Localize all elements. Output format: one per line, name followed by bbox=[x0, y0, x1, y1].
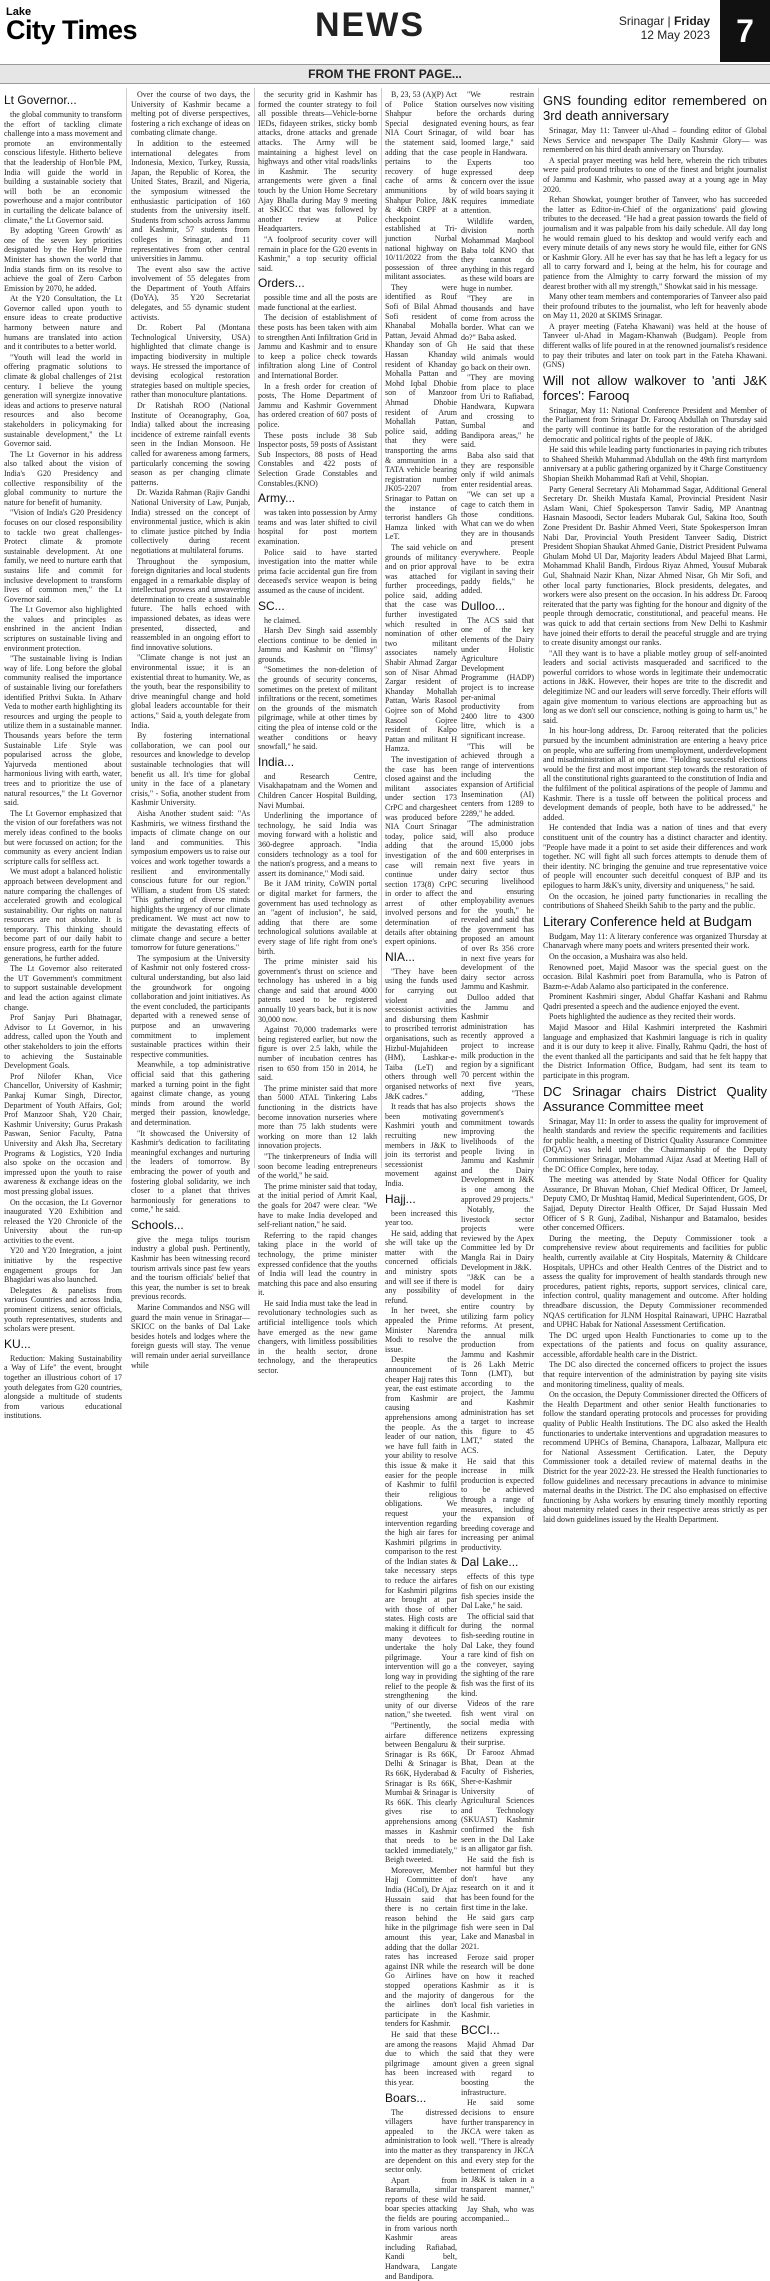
article-heading: India... bbox=[258, 754, 295, 769]
paragraph: the security grid in Kashmir has formed the counter strategy to foil all possible threats—Vehicle-borne IEDs, fidayeen strikes, sticky bomb attacks, drone attacks and grenade attacks. The Army will be maintaining a highest level on highways and other vital roads/links in Kashmir. The security arrangements were given a final touch by the Union Home Secretary Ajay Bhalla during May 9 meeting at SKICC that was followed by another review at Police Headquarters. bbox=[258, 90, 377, 234]
article-heading: Lt Governor... bbox=[4, 93, 77, 107]
paragraph: "Vision of India's G20 Presidency focuses on our closed responsibility to tackle two great challenges-Protect climate & promote sustainable development. At one family, we need to nurture earth that sustains life and commit for inclusive development to transform lives of common men," the Lt Governor said. bbox=[4, 508, 122, 604]
paragraph: Poets highlighted the audience as they recited their words. bbox=[549, 1012, 736, 1022]
newspaper-logo bbox=[4, 6, 142, 54]
paragraph: Dr. Robert Pal (Montana Technological University, USA) highlighted that climate change is impacting biodiversity in multiple ways. He stressed the importance of devising ecological restoration strategies based on multiple species, rather than monoculture plantations. bbox=[131, 323, 250, 400]
paragraph: the global community to transform the effort of tackling climate challenge into a mass movement and promote an environmentally conscious lifestyle. Hitherto believe that the leadership of Hon'ble PM, India will guide the world in building a sustainable society that will both be an economic powerhouse and a major contributor in curtailing the delicate balance of climate," the Lt Governor said. bbox=[4, 110, 122, 225]
paragraph: "The administration will also produce around 15,000 jobs and 600 enterprises in next five years in dairy sector thus securing livelihood and ensuring employability avenues for the youth," he revealed and said that the government has proposed an amount of over Rs 356 crore in next five years for development of the dairy sector across Jammu and Kashmir. bbox=[461, 819, 534, 992]
logo-top-text: Lake bbox=[6, 6, 32, 18]
column-2 bbox=[131, 90, 250, 1370]
article-heading: BCCI... bbox=[461, 2022, 500, 2037]
paragraph: give the mega tulips tourism industry a global push. Pertinently, Kashmir has been witnessing record tourism arrivals since past few years and the tourism officials' belief that this year, the number is set to break previous records. bbox=[131, 1234, 250, 1302]
article-heading: Hajj... bbox=[385, 1191, 416, 1206]
paragraph: "Climate change is not just an environmental issue; it is an existential threat to humanity. We, as the youth, bear the responsibility to drive meaningful change and hold global leaders accountable for their actions," Said a, youth delegate from India. bbox=[131, 653, 250, 730]
paragraph: "The tinkerpreneurs of India will soon become leading entrepreneurs of the world," he said. bbox=[258, 1151, 377, 1181]
paragraph: By adopting 'Green Growth' as one of the seven key priorities designated by the Hon'ble Prime Minister has shown the world that India stands firm on its resolve to achieve the goal of Zero Carbon Emission by 2070, he added. bbox=[4, 226, 122, 293]
article-heading: Will not allow walkover to 'anti J&K forces': Farooq bbox=[543, 372, 767, 403]
paragraph: He said that this increase in milk production is expected to be achieved through a range of measures, including the expansion of breeding coverage and increasing per animal productivity. bbox=[461, 1456, 534, 1552]
column-rule bbox=[381, 88, 382, 1168]
paragraph: "They are in thousands and have come from across the border. What can we do?" Baba asked. bbox=[461, 294, 534, 342]
paragraph: "They are moving from place to place from Uri to Rafiabad, Handwara, Kupwara and crossing to Sumbal and Bandipora areas," he said. bbox=[461, 373, 534, 450]
paragraph: Delegates & panelists from various Countries and across India, prominent citizens, senior officials, youth representatives, students and scholars were present. bbox=[4, 1285, 122, 1334]
paragraph: The DC urged upon Health Functionaries to come up to the expectations of the patients and focus on quality assurance, accessible, affordable health care in the District. bbox=[543, 1330, 767, 1359]
paragraph: At the Y20 Consultation, the Lt Governor called upon youth to ensure ideas to create productive harmony between nature and humans are translated into action and it contributes to a better world. bbox=[4, 294, 122, 352]
paragraph: A special prayer meeting was held here, wherein the rich tributes were paid profound tributes to one of the finest and bright journalist of Jammu and Kashmir, who passed away at a young age in May 2020. bbox=[543, 155, 767, 194]
paragraph: "The sustainable living is Indian way of life. Long before the global community realised the importance of sustainable living our forefathers identified Prithvi Sukta. In Atharv Veda to mother earth highlighting its resources and urging the people to utilize them in a sustainable manner. Thousands years before the term Sustainable Life Style was popularised across the globe, Yajurveda mentioned about harmonious living with earth, water, trees and to prioritize the use of natural resources," the Lt Governor said. bbox=[4, 654, 122, 808]
paragraph: On the occasion, a Mushaira was also held. bbox=[549, 951, 688, 961]
paragraph: Jay Shah, who was accompanied... bbox=[461, 2204, 534, 2224]
paragraph: Dr Ratishah ROO (National Institute of Oceanography, Goa, India) talked about the increasing incidence of extreme rainfall events seen in the Indian Monsoon. He called for awareness among farmers, particularly concerning the sowing season as per changing climate patterns. bbox=[131, 401, 250, 487]
paragraph: On the occasion, the Deputy Commissioner directed the Officers of the Health Department and other senior Health functionaries to follow the standard operating protocols and processes for providing quality of Public Health Institutions. The DC also asked the Health functionaries to undertake interventions and upgradation measures to recommend UPHCs of Bemina, Chanapora, Lalbazar, Mallpura etc for National Assessment Certification. Later, the Deputy Commissioner took a detailed review of maternal deaths in the District for the year 2022-23. He stressed the Health functionaries to follow guidelines and necessary precautions in advance to minimise maternal deaths in the District. The DC also emphasised on effective functioning by Asha workers by ensuring timely monthly reporting about maternity related cases in their respective areas strictly as per laid down guidelines issued by the Health Department. bbox=[543, 1390, 767, 1524]
paragraph: Underlining the importance of technology, he said India was moving forward with a holistic and 360-degree approach. "India considers technology as a tool for the nation's progress, and a means to assert its dominance," Modi said. bbox=[258, 811, 377, 878]
paragraph: Dr. Wazida Rahman (Rajiv Gandhi National University of Law, Punjab, India) stressed on the concept of environmental justice, which is akin to climate justice pitched by India collectively during recent negotiations at multilateral forums. bbox=[131, 488, 250, 555]
paragraph: The meeting was attended by State Nodal Officer for Quality Assurance, Dr Bhuvan Mohan, Chief Medical Officer, Dr Jameel, Deputy CMO, Dr Mushtaq Hamid, Medical Superintendent, GOS, Dr Sajjad, Deputy Director Health Officer, Dr Sajad Hussain Med Officer of S R Gunj, Zadibal, Nishanpur and Batamaloo, besides other concerned Officers. bbox=[543, 1175, 767, 1233]
paragraph: The symposium at the University of Kashmir not only fostered cross-cultural understanding, but also laid the groundwork for ongoing collaboration and joint initiatives. As the event concluded, the participants departed with a renewed sense of purpose and an unwavering commitment to implement sustainable practices within their respective communities. bbox=[131, 953, 250, 1059]
paragraph: The prime minister said his government's thrust on science and technology has ushered in a big change and said that around 4000 patents used to be registered annually 10 years back, but it is now 30,000 now. bbox=[258, 957, 377, 1024]
paragraph: The investigation of the case has been closed against and the militant associates under section 173 CrPC and chargesheet was produced before NIA Court Srinagar today, police said, adding that the investigation of the case will remain continue under section 173(8) CrPC in order to affect the arrest of other involved persons and determination of details after obtaining expert opinions. bbox=[385, 754, 457, 947]
paragraph: The official said that during the normal fish-seeding routine in Dal Lake, they found a rare kind of fish on the conveyer, saying the sighting of the rare fish was the first of its kind. bbox=[461, 1611, 534, 1698]
paragraph: Party General Secretary Ali Mohammad Sagar, Additional General Secretary Dr. Sheikh Mustafa Kamal, Provincial President Nasir Aslam Wani, Chief Spokesperson Tanvir Sadiq, MP Anantnag Hasnain Masoodi, Sector leaders Mubarak Gul, Sakina Itoo, South Zone President Dr. Bashir Ahmed Veeri, State Spokesperson Imran Nabi Dar, Provincial Youth President Tanveer Sadiq, District President Shopian Shaukat Ahmed Ganie, District President Pulwama Ghulam Mohd Ul Dar, Majority leaders Abdul Majeed Bhat Larmi, Mohammad Khalil Bandh, Firdous Riyaz Ahmed, Yousuf Mubarak Gul, Shahnaid Nazir Khan, Nizar Ahmed Nisar, Gh Mir Sofi, and other local party functionaries, Block presidents, delegates, and workers were also present on the occasion. In his address Dr. Farooq reiterated that the party was fighting for the honour and dignity of the people through democratic, constitutional, and peaceful means. He was quick to add that certain sections from New Delhi to Kashmir have joined their efforts to derail the peaceful struggle and are trying to create disunity amongst our ranks. bbox=[543, 484, 767, 648]
paragraph: Majid Masoor and Hilal Kashmiri interpreted the Kashmiri language and emphasized that Kashmiri language is rich in quality and it is our duty to keep it alive. Finally, Rahmu Qadri, the host of the event thanked all the participants and said that he felt happy that the District Information Office, Budgam, had sent its team to participate in this program. bbox=[543, 1023, 767, 1081]
paragraph: Many other team members and contemporaries of Tanveer also paid their profound tributes to the journalist, who left for heavenly abode on May 11, 2020 at SKIMS Srinagar. bbox=[543, 292, 767, 321]
paragraph: Throughout the symposium, foreign dignitaries and local students engaged in a remarkable display of intellectual prowess and unwavering determination to create a sustainable future. The halls echoed with impassioned debates, as ideas were presented, dissected, and reassembled in an ongoing effort to find innovative solutions. bbox=[131, 556, 250, 652]
paragraph: Over the course of two days, the University of Kashmir became a melting pot of diverse perspectives, fostering a rich exchange of ideas on combating climate change. bbox=[131, 90, 250, 138]
paragraph: The Lt Governor also reiterated the UT Government's commitment to support sustainable development and lead the action against climate change. bbox=[4, 964, 122, 1012]
paragraph: The Lt Governor in his address also talked about the vision of India's G20 Presidency and collective responsibility of the global community to nurture the nature for benefit of humanity. bbox=[4, 449, 122, 507]
article-heading: Dal Lake... bbox=[461, 1555, 519, 1570]
paragraph: The decision of establishment of these posts has been taken with aim to strengthen Anti Infiltration Grid in Jammu and Kashmir and to ensure to keep a police check towards infiltration along Line of Control and International Border. bbox=[258, 313, 377, 381]
paragraph: He contended that India was a nation of tines and that every constituent unit of the country has a distinct character and identity. "People have made it a point to set aside their differences and work together. NC will fight all such forces attempts to denude them of their identity. NC bringing the genuine and true representative voice of people will encounter such deceitful conquest of BJP and its epilogues to harm J&K's unity, diversity and uniqueness," he said. bbox=[543, 823, 767, 890]
paragraph: A prayer meeting (Fateha Khawani) was held at the house of Tanveer ul-Ahad in Magam-Khanwah (Budgam). People from different walks of life poured in at the renowned journalist's residence to pay their tributes and later on took part in the Fateha Khawani. (GNS) bbox=[543, 321, 767, 370]
article-heading: KU... bbox=[4, 1336, 31, 1351]
paragraph: Prof Sanjay Puri Bhatnagar, Advisor to Lt Governor, in his address, called upon the Youth and other stakeholders to join the efforts to achieving the Sustainable Development Goals. bbox=[4, 1013, 122, 1071]
paragraph: On the occasion, he joined party functionaries in recalling the contributions of Shaheed Sheikh Sahib to the party and the public. bbox=[543, 891, 767, 911]
section-title: NEWS bbox=[315, 6, 425, 44]
paragraph: By fostering international collaboration, we can pool our resources and knowledge to develop sustainable technologies that will benefit us all. It's time for global unity in the face of a planetary crisis," - Sofia, another student from Kashmir University. bbox=[131, 731, 250, 808]
paragraph: The event also saw the active involvement of 55 delegates from the Department of Youth Affairs (DoYA), 35 Y20 Secretariat delegates, and 55 dynamic student activists. bbox=[131, 264, 250, 322]
paragraph: "J&K can be a model for dairy development in the entire country by utilizing farm policy reforms. At present, the annual milk production from Jammu and Kashmir is 26 Lakh Metric Tonn (LMT), but according to the project, the Jammu and Kashmir administration has set a target to increase this figure to 45 LMT," stated the ACS. bbox=[461, 1273, 534, 1455]
paragraph: Budgam, May 11: A literary conference was organized Thursday at Chanarvagh where many poets and writers presented their work. bbox=[543, 931, 767, 951]
dateline-day: Friday bbox=[673, 14, 710, 28]
paragraph: Marine Commandos and NSG will guard the main venue in Srinagar—SKICC on the banks of Dal Lake besides hotels and lodges where the foreign guests will stay. The venue will remain under aerial surveillance while bbox=[131, 1303, 250, 1370]
column-5 bbox=[461, 90, 534, 2224]
paragraph: The Lt Governor also highlighted the values and principles as enshrined in the ancient Indian scriptures on sustainable living and environment protection. bbox=[4, 605, 122, 653]
paragraph: The said vehicle on grounds of militancy and on prior approval was attached for further proceedings, police said, adding that the case was further investigated which resulted in nomination of other two militant associates namely Shabir Ahmad Zargar son of Nisar Ahmad Zargar resident of Khanday Mohallah Pattan, Waris Rasool Gojree son of Mohd Rasool Gojree resident of Kalpo Pattan and militant H Hamza. bbox=[385, 542, 457, 754]
dateline-date: 12 May 2023 bbox=[640, 28, 710, 42]
paragraph: "A foolproof security cover will remain in place for the G20 events in Kashmir," a top security official said. bbox=[258, 234, 377, 273]
paragraph: Apart from Baramulla, similar reports of these wild boar species attacking the fields are pouring in from various north Kashmir areas including Rafiabad, Kandi belt, Handwara, Langate and Bandipora. bbox=[385, 2175, 457, 2281]
paragraph: "They have been using the funds used for carrying out violent and secessionist activities and disbursing them to proscribed terrorist organisations, such as Hizbul-Mujahideen (HM), Lashkar-e-Taiba (LeT) and others through well organised networks of J&K cadres." bbox=[385, 966, 457, 1101]
paragraph: He said, adding that she will take up the matter with the concerned officials and ministry spots and will see if there is any possibility of refund. bbox=[385, 1228, 457, 1305]
paragraph: Dr Farooz Ahmad Bhat, Dean at the Faculty of Fisheries, Sher-e-Kashmir University of Agricultural Sciences and Technology (SKUAST) Kashmir confirmed the fish seen in the Dal Lake is an alligator gar fish. bbox=[461, 1748, 534, 1854]
paragraph: Notably, the livestock sector projects were reviewed by the Apex Committee led by Dr Mangla Rai in Dairy Development in J&K. bbox=[461, 1205, 534, 1272]
paragraph: Wildlife warden, division north Mohammad Maqbool Baba told KNO that they cannot do anything in this regard as these wild boars are huge in number. bbox=[461, 216, 534, 293]
paragraph: Srinagar, May 11: Tanveer ul-Ahad – founding editor of Global News Service and newspaper The Daily Kashmir Glory— was remembered on his third death anniversary on Thursday. bbox=[543, 126, 767, 155]
dateline: Srinagar | Friday 12 May 2023 bbox=[618, 14, 710, 42]
paragraph: "All they want is to have a pliable motley group of self-anointed leaders and social activists masqueraded and sacrificed to the powerful corridors to whose words in legitimate their undemocratic actions in J&K. However, their hopes are trite to the discredit and delegitimize NC and our leaders will serve forcedly. Their efforts will again give momentum to various elections are approaching but as long as we don't sell our conscience, nothing is going to harm us," he said. bbox=[543, 648, 767, 725]
column-6 bbox=[543, 90, 767, 1524]
logo-main-text: City Times bbox=[6, 15, 138, 45]
paragraph: Renowned poet, Majid Masoor was the special guest on the occasion. Bilal Kashmiri poet from Baramulla, who is Patron of Bazm-e-Adab Aalamo also participated in the conference. bbox=[543, 962, 767, 991]
paragraph: Y20 and Y20 Integration, a joint initiative by the respective engagement groups for Jan Bhagidari was also launched. bbox=[4, 1246, 122, 1285]
paragraph: He said some decisions to ensure further transparency in JKCA were taken as well. "There is already transparency in JKCA and every step for the betterment of cricket in J&K is taken in a transparent manner," he said. bbox=[461, 2098, 534, 2204]
column-1 bbox=[4, 90, 122, 1421]
section-banner: FROM THE FRONT PAGE... bbox=[0, 64, 770, 84]
paragraph: It reads that has also been motivating Kashmiri youth and recruiting new members in J&K to join its terrorist and secessionist movement against India. bbox=[385, 1102, 457, 1188]
paragraph: Baba also said that they are responsible only if wild animals enter residential areas. bbox=[461, 450, 534, 489]
paragraph: possible time and all the posts are made functional at the earliest. bbox=[258, 293, 377, 312]
paragraph: and Research Centre, Visakhapatnam and the Women and Children Cancer Hospital Building, Navi Mumbai. bbox=[258, 771, 377, 810]
paragraph: Police said to have started investigation into the matter while prima facie accidental gun fire from deceased's service weapon is being assumed as the cause of incident. bbox=[258, 547, 377, 595]
paragraph: Prof Nilofer Khan, Vice Chancellor, University of Kashmir; Pankaj Kumar Singh, Director, Department of Youth Affairs, GoI; Prof Manzoor Shah, Y20 Chair, Kashmir University; Gurus Prakash Paswan, Senior Faculty, Patna University and Aksh Jha, Secretary Programs & Logistics, Y20 India also spoke on the occasion and impressed upon the youth to raise awareness & exchange ideas on the most pressing global issues. bbox=[4, 1071, 122, 1196]
paragraph: Videos of the rare fish went viral on social media with netizens expressing their surprise. bbox=[461, 1699, 534, 1747]
paragraph: "Youth will lead the world in offering pragmatic solutions to climate & global challenges of 21st century. I believe the young generation will synergize innovative ideas and actions to preserve natural resources and also become stakeholders in policymaking for sustainable development," the Lt Governor said. bbox=[4, 352, 122, 449]
paragraph: Against 70,000 trademarks were being registered earlier, but now the figure is over 2.5 lakh, while the number of incubation centres has risen to 650 from 150 in 2014, he said. bbox=[258, 1025, 377, 1083]
paragraph: Srinagar, May 11: In order to assess the quality for improvement of health standards and review the specific requirements and facilities for public health, a meeting of District Quality Assurance Committee (DQAC) was held under the Chairmanship of the Deputy Commissioner Srinagar, Mohammad Aijaz Asad at Meeting Hall of the DC Office Complex, here today. bbox=[543, 1116, 767, 1174]
article-heading: GNS founding editor remembered on 3rd death anniversary bbox=[543, 93, 767, 123]
paragraph: been increased this year too. bbox=[385, 1208, 457, 1228]
paragraph: "Sometimes the non-deletion of the grounds of security concerns, sometimes on the pretext of militant infiltrations or the recent, sometimes on the grounds of the mismatch pilgrimage, while at other times by citing the plea of intense cold or the weather conditions or heavy snowfall," he said. bbox=[258, 665, 377, 752]
paragraph: The DC also directed the concerned officers to project the issues that require intervention of the administration by paying site visits and monitoring timeliness, quality of meals. bbox=[543, 1360, 767, 1389]
paragraph: In his hour-long address, Dr. Farooq reiterated that the policies pursued by the incumbent administration are entering a heavy price on people, who are suffering from unemployment, underdevelopment and misadministration all at one time. "Holding successful elections would be the first and most important step towards the restoration of all the constitutional rights guaranteed to the constitution of India and the fulfilment of the political aspirations of the people of Jammu and Kashmir. There is a tussle off between the political process and development demands of people, both have to be addressed," he added. bbox=[543, 726, 767, 822]
paragraph: Harsh Dev Singh said assembly elections continue to be denied in Jammu and Kashmir on "flimsy" grounds. bbox=[258, 626, 377, 664]
paragraph: Be it JAM trinity, CoWIN portal or digital market for farmers, the government has used technology as an "agent of inclusion", he said, adding that there are some technological solutions available at every stage of life right from one's birth. bbox=[258, 879, 377, 956]
paragraph: Experts too expressed deep concern over the issue of wild boars saying it requires immediate attention. bbox=[461, 158, 534, 216]
column-4 bbox=[385, 90, 457, 2281]
paragraph: The distressed villagers have appealed to the administration to look into the matter as they are dependent on this sector only. bbox=[385, 2107, 457, 2175]
paragraph: Aisha Another student said: "As Kashmiris, we witness firsthand the impacts of climate change on our land and communities. This symposium empowers us to raise our voices and work together towards a resilient and environmentally conscious future for our region." William, a student from US stated: "This gathering of diverse minds highlights the urgency of our climate predicament. We must act now to mitigate the devastating effects of climate change and secure a better tomorrow for future generations." bbox=[131, 808, 250, 953]
article-body bbox=[4, 110, 122, 1334]
paragraph: These posts include 38 Sub Inspector posts, 59 posts of Assistant Sub Inspectors, 88 posts of Head Constables and 422 posts of Selection Grade Constables and Constables.(KNO) bbox=[258, 430, 377, 488]
paragraph: He said India must take the lead in revolutionary technologies such as artificial intelligence tools which have emerged as the new game changers, with limitless possibilities in the health sector, drone technology, and the therapeutics sector. bbox=[258, 1298, 377, 1376]
paragraph: We must adopt a balanced holistic approach between development and nature comparing the challenges of accelerated growth and ecological sustainability. Our rights on natural resources are not absolute. It is temporary. This thinking should become part of our daily habit to ensure progress, earth for the future generations, he further added. bbox=[4, 867, 122, 963]
paragraph: During the meeting, the Deputy Commissioner took a comprehensive review about requirements and facilities for public health, currently available at City Hospitals, Maternity & Childcare Hospitals, UPHCs and other Health Centres of the District and to assess the quality for improvement of health standards through new procedures, patient rights, reports, support services, clinical care, infection control, quality management and outcome. After holding threadbare discussion, the Deputy Commissioner recommended NQAS certification for JLNM Hospital Rainawari, UPHC Hazratbal and UPHC Habak for National Assessment Certification. bbox=[543, 1233, 767, 1330]
article-heading: Boars... bbox=[385, 2090, 427, 2105]
article-heading: NIA... bbox=[385, 949, 416, 964]
article-heading: SC... bbox=[258, 598, 285, 613]
paragraph: Meanwhile, a top administrative official said that this gathering marked a turning point in the fight against climate change, as young minds from around the world merged their passion, knowledge, and determination. bbox=[131, 1060, 250, 1127]
article-heading: Schools... bbox=[131, 1217, 184, 1232]
paragraph: In addition to the esteemed international delegates from Indonesia, Mexico, Turkey, Russia, Japan, the Republic of Korea, the United States, Brazil, and Nigeria, the symposium witnessed the enthusiastic participation of 160 students from the university itself. Students from schools across Jammu and Kashmir, 57 students from colleges in Srinagar, and 11 representatives from other central universities in Jammu. bbox=[131, 138, 250, 264]
paragraph: Moreover, Member Hajj Committee of India (HCoI), Dr Ajaz Hussain said that there is no certain reason behind the hike in the pilgrimage amount this year, adding that the dollar rates has increased against INR while the Go Airlines have stopped operations and the majority of the airlines don't participate in the tenders for Kashmir. bbox=[385, 1865, 457, 2029]
article-heading: DC Srinagar chairs District Quality Assurance Committee meet bbox=[543, 1083, 767, 1114]
paragraph: Feroze said proper research will be done on how it reached Kashmir as it is dangerous for the local fish varieties in Kashmir. bbox=[461, 1952, 534, 2020]
paragraph: Dulloo added that the Jammu and Kashmir administration has recently approved a project to increase milk production in the region by a significant 70 percent within the next five years, adding, "These projects shows the government's commitment towards improving the livelihoods of the people living in Jammu and Kashmir and the Dairy Development in J&K is one among the approved 29 projects." bbox=[461, 993, 534, 1204]
article-heading: Literary Conference held at Budgam bbox=[543, 913, 752, 929]
paragraph: The prime minister said that today, at the initial period of Amrit Kaal, the goals for 2047 were clear. "We have to make India developed and self-reliant nation," he said. bbox=[258, 1181, 377, 1230]
paragraph: Srinagar, May 11: National Conference President and Member of the Parliament from Srinagar Dr. Farooq Abdullah on Thursday said the party will continue its battle for the restoration of the abridged democratic and political rights of the people of J&K. bbox=[543, 405, 767, 444]
paragraph: Reduction: Making Sustainability a Way of Life" the event, brought together an illustrious cohort of 17 youth delegates from G20 countries, alongside a multitude of students from various educational institutions. bbox=[4, 1353, 122, 1421]
paragraph: The prime minister said that more than 5000 ATAL Tinkering Labs functioning in the districts have become innovation nurseries where more than 75 lakh students were working on more than 12 lakh innovation projects. bbox=[258, 1083, 377, 1151]
paragraph: Despite the announcement of cheaper Hajj rates this year, the east estimate from Kashmir are causing apprehensions among the people. As the leader of our nation, we have full faith in your ability to resolve this issue & make it easier for the people of Kashmir to fulfil their religious obligations. We request your intervention regarding the high air fares for Kashmiri pilgrims in comparison to the rest of the Indian states & take necessary steps to reduce the airfares for Kashmiri pilgrims are brought at par with those of other states. High costs are making it difficult for many devotees to undertake the holy pilgrimage. Your intervention will go a long way in providing relief to the people & strengthening the unity of our diverse nation," she tweeted. bbox=[385, 1355, 457, 1720]
paragraph: He said gars carp fish were seen in Dal Lake and Manasbal in 2021. bbox=[461, 1913, 534, 1952]
paragraph: "We restrain ourselves now visiting the orchards during evening hours, as fear of wild boar has loomed large," said people in Handwara. bbox=[461, 90, 534, 157]
paragraph: In her tweet, she appealed the Prime Minister Narendra Modi to resolve the issue. bbox=[385, 1306, 457, 1354]
article-heading: Orders... bbox=[258, 276, 305, 291]
paragraph: The Lt Governor emphasized that the vision of our forefathers was not merely ideas confined to the books but were focussed on action; for the community as every ancient Indian scripture calls for selfless act. bbox=[4, 808, 122, 866]
paragraph: "It showcased the University of Kashmir's dedication to facilitating meaningful exchanges and nurturing the leaders of tomorrow. By embracing the power of youth and fostering global solidarity, we inch closer to a planet that thrives harmoniously for generations to come," he said. bbox=[131, 1128, 250, 1215]
dateline-city: Srinagar bbox=[618, 14, 665, 28]
article-heading: Dulloo... bbox=[461, 598, 506, 613]
paragraph: He said the fish is not harmful but they don't have any research on it and it has been found for the first time in the lake. bbox=[461, 1854, 534, 1912]
paragraph: effects of this type of fish on our existing fish species inside the Dal Lake," he said. bbox=[461, 1572, 534, 1611]
paragraph: He said this while leading party functionaries in paying rich tributes to Shaheed Sheikh Muhammad Abdullah on the 49th first martyrdom anniversary at a public gathering organized by it Charge Constituency Shopian Sheikh Mohammad Rafi at Vehil, Shopian. bbox=[543, 445, 767, 483]
masthead bbox=[0, 0, 770, 62]
paragraph: "Pertinently, the airfare difference between Bengaluru & Srinagar is Rs 66K, Delhi & Srinagar is Rs 66K, Hyderabad & Srinagar is Rs 66K, Mumbai & Srinagar is Rs 66K. This clearly gives rise to apprehensions among masses in Kashmir that needs to be tackled immediately," Beigh tweeted. bbox=[385, 1720, 457, 1865]
article-heading: Army... bbox=[258, 491, 296, 506]
column-rule bbox=[538, 88, 539, 1168]
paragraph: was taken into possession by Army teams and was later shifted to civil hospital for post mortem examination. bbox=[258, 508, 377, 546]
paragraph: On the occasion, the Lt Governor inaugurated Y20 Exhibition and released the Y20 Chronicle of the University about the run-up activities to the event. bbox=[4, 1197, 122, 1245]
paragraph: Majid Ahmad Dar said that they were given a green signal with regard to boosting the infrastructure. bbox=[461, 2039, 534, 2097]
paragraph: He said that these wild animals would go back on their own. bbox=[461, 343, 534, 372]
paragraph: B, 23, 53 (A)(P) Act of Police Station Shahpur before Special designated NIA Court Srinagar, the statement said, adding that the case pertains to the recovery of huge cache of arms & ammunitions by Shahpur Police, J&K & 46th CRPF at a checkpoint established at Tri-junction Nurbal national highway on 10/11/2022 from the possession of three militant associates. bbox=[385, 90, 457, 282]
column-rule bbox=[254, 88, 255, 1168]
paragraph: he claimed. bbox=[264, 615, 301, 625]
paragraph: Prominent Kashmiri singer, Abdul Ghaffar Kashani and Rahmu Qadri presented a speech and the audience enjoyed the event. bbox=[543, 992, 767, 1011]
column-rule bbox=[126, 88, 127, 1168]
page-number: 7 bbox=[720, 0, 770, 62]
paragraph: Referring to the rapid changes taking place in the world of technology, the prime minister expressed confidence that the youths of India will lead the country in matching this pace and also ensuring it. bbox=[258, 1230, 377, 1298]
paragraph: They were identified as Rouf Sofi of Bilal Ahmad Sofi resident of Khanabal Mohalla Pattan, Jevaid Ahmad Khanday son of Gh Hassan Khanday resident of Khanday Mohalla Pattan and Mohd Iqbal Dhobie son of Manzoor Ahmad Dhobie resident of Arum Mohallah Pattan, police said, adding that they were transporting the arms & ammunition in a TATA vehicle bearing registration number JK05-2207 from Srinagar to Pattan on the instance of terrorist handlers Gh Hamza linked with LeT. bbox=[385, 282, 457, 542]
paragraph: In a fresh order for creation of posts, The Home Department of Jammu and Kashmir Government has ordered creation of 607 posts of police. bbox=[258, 381, 377, 429]
paragraph: "This will be achieved through a range of interventions including the expansion of Artificial Insemination (AI) centers from 1289 to 2289," he added. bbox=[461, 741, 534, 818]
paragraph: Rehan Showkat, younger brother of Tanveer, who has succeeded the latter as Editor-in-Chief of the organizations' paid glowing tributes to the deceased. "He had a great passion towards the field of journalism and it was palpable from his daily schedule. All day long he would remain glued to his desktop and would verify each and every minute details of any news story he would file, either for GNS or Kashmir Glory. All he ever has say that he has left a legacy for us all to carry forward and I, being at the helm, his for courage and patience from the Almighty to carry forward the mission of my dearest brother with all my strength," Showkat said in his message. bbox=[543, 195, 767, 291]
paragraph: He said that these are among the reasons due to which the pilgrimage amount has been increased this year. bbox=[385, 2029, 457, 2087]
column-3 bbox=[258, 90, 377, 1376]
paragraph: The ACS said that one of the key elements of the Dairy under Holistic Agriculture Development Programme (HADP) project is to increase per-animal productivity from 2400 litre to 4300 litre, which is a significant increase. bbox=[461, 615, 534, 740]
paragraph: "We can set up a cage to catch them in those conditions. What can we do when they are in thousands and present everywhere. People have to be extra vigilant in saving their paddy fields," he added. bbox=[461, 490, 534, 596]
